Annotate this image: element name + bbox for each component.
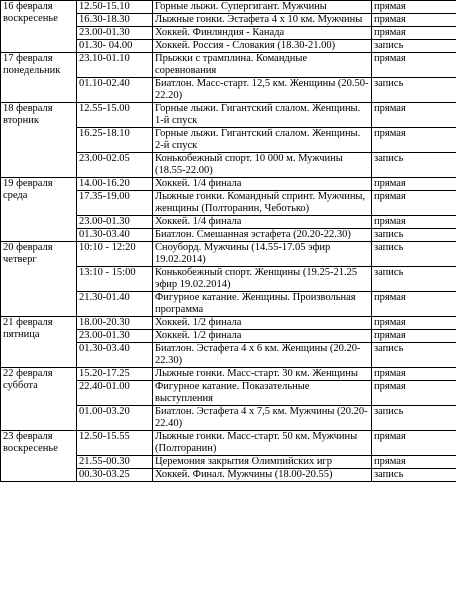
time-cell: 10:10 - 12:20 bbox=[77, 242, 153, 267]
time-cell: 12.50-15.55 bbox=[77, 431, 153, 456]
broadcast-type-cell: запись bbox=[372, 343, 456, 368]
event-cell: Биатлон. Масс-старт. 12,5 км. Женщины (20.50-22.20) bbox=[153, 78, 372, 103]
broadcast-type-cell: прямая bbox=[372, 14, 456, 27]
table-row bbox=[1, 53, 456, 78]
time-cell: 01.30- 04.00 bbox=[77, 40, 153, 53]
broadcast-type-cell: прямая bbox=[372, 178, 456, 191]
broadcast-type-cell: прямая bbox=[372, 330, 456, 343]
event-cell: Лыжные гонки. Масс-старт. 30 км. Женщины bbox=[153, 368, 372, 381]
event-cell: Биатлон. Эстафета 4 х 6 км. Женщины (20.20-22.30) bbox=[153, 343, 372, 368]
broadcast-type-cell: запись bbox=[372, 469, 456, 482]
time-cell: 23.00-01.30 bbox=[77, 330, 153, 343]
broadcast-type-cell: прямая bbox=[372, 216, 456, 229]
time-cell: 21.55-00.30 bbox=[77, 456, 153, 469]
day-date-cell: 19 февраля среда bbox=[1, 178, 77, 242]
event-cell: Церемония закрытия Олимпийских игр bbox=[153, 456, 372, 469]
event-cell: Хоккей. 1/4 финала bbox=[153, 178, 372, 191]
table-row bbox=[1, 242, 456, 267]
time-cell: 23.00-01.30 bbox=[77, 216, 153, 229]
time-cell: 12.55-15.00 bbox=[77, 103, 153, 128]
broadcast-type-cell: прямая bbox=[372, 368, 456, 381]
day-date-cell: 21 февраля пятница bbox=[1, 317, 77, 368]
day-date-cell: 18 февраля вторник bbox=[1, 103, 77, 178]
event-cell: Хоккей. 1/2 финала bbox=[153, 330, 372, 343]
table-row bbox=[1, 103, 456, 128]
event-cell: Сноуборд. Мужчины (14.55-17.05 эфир 19.02.2014) bbox=[153, 242, 372, 267]
broadcast-type-cell: прямая bbox=[372, 381, 456, 406]
event-cell: Хоккей. Финал. Мужчины (18.00-20.55) bbox=[153, 469, 372, 482]
time-cell: 16.25-18.10 bbox=[77, 128, 153, 153]
broadcast-type-cell: прямая bbox=[372, 431, 456, 456]
time-cell: 22.40-01.00 bbox=[77, 381, 153, 406]
broadcast-type-cell: прямая bbox=[372, 1, 456, 14]
broadcast-type-cell: прямая bbox=[372, 317, 456, 330]
event-cell: Лыжные гонки. Масс-старт. 50 км. Мужчины (Полторанин) bbox=[153, 431, 372, 456]
time-cell: 23.00-02.05 bbox=[77, 153, 153, 178]
event-cell: Лыжные гонки. Эстафета 4 х 10 км. Мужчины bbox=[153, 14, 372, 27]
event-cell: Биатлон. Эстафета 4 х 7,5 км. Мужчины (20.20-22.40) bbox=[153, 406, 372, 431]
time-cell: 01.00-03.20 bbox=[77, 406, 153, 431]
time-cell: 23.10-01.10 bbox=[77, 53, 153, 78]
table-row bbox=[1, 368, 456, 381]
table-row bbox=[1, 431, 456, 456]
day-date-cell: 22 февраля суббота bbox=[1, 368, 77, 431]
event-cell: Горные лыжи. Гигантский слалом. Женщины. 1-й спуск bbox=[153, 103, 372, 128]
event-cell: Хоккей. 1/4 финала bbox=[153, 216, 372, 229]
event-cell: Хоккей. 1/2 финала bbox=[153, 317, 372, 330]
broadcast-type-cell: запись bbox=[372, 153, 456, 178]
day-date-cell: 17 февраля понедельник bbox=[1, 53, 77, 103]
time-cell: 21.30-01.40 bbox=[77, 292, 153, 317]
event-cell: Хоккей. Россия - Словакия (18.30-21.00) bbox=[153, 40, 372, 53]
broadcast-type-cell: прямая bbox=[372, 292, 456, 317]
time-cell: 14.00-16.20 bbox=[77, 178, 153, 191]
day-date-cell: 23 февраля воскресенье bbox=[1, 431, 77, 482]
broadcast-type-cell: запись bbox=[372, 406, 456, 431]
broadcast-type-cell: прямая bbox=[372, 191, 456, 216]
event-cell: Прыжки с трамплина. Командные соревнования bbox=[153, 53, 372, 78]
time-cell: 23.00-01.30 bbox=[77, 27, 153, 40]
broadcast-type-cell: запись bbox=[372, 229, 456, 242]
day-date-cell: 16 февраля воскресенье bbox=[1, 1, 77, 53]
broadcast-type-cell: запись bbox=[372, 78, 456, 103]
table-row bbox=[1, 317, 456, 330]
event-cell: Конькобежный спорт. 10 000 м. Мужчины (18.55-22.00) bbox=[153, 153, 372, 178]
time-cell: 18.00-20.30 bbox=[77, 317, 153, 330]
event-cell: Фигурное катание. Показательные выступления bbox=[153, 381, 372, 406]
time-cell: 17.35-19.00 bbox=[77, 191, 153, 216]
event-cell: Хоккей. Финляндия - Канада bbox=[153, 27, 372, 40]
broadcast-type-cell: запись bbox=[372, 267, 456, 292]
broadcast-type-cell: прямая bbox=[372, 53, 456, 78]
broadcast-type-cell: прямая bbox=[372, 27, 456, 40]
time-cell: 01.30-03.40 bbox=[77, 343, 153, 368]
time-cell: 15.20-17.25 bbox=[77, 368, 153, 381]
broadcast-type-cell: запись bbox=[372, 242, 456, 267]
event-cell: Конькобежный спорт. Женщины (19.25-21.25 эфир 19.02.2014) bbox=[153, 267, 372, 292]
day-date-cell: 20 февраля четверг bbox=[1, 242, 77, 317]
time-cell: 01.30-03.40 bbox=[77, 229, 153, 242]
event-cell: Фигурное катание. Женщины. Произвольная программа bbox=[153, 292, 372, 317]
table-row bbox=[1, 1, 456, 14]
event-cell: Биатлон. Смешанная эстафета (20.20-22.30) bbox=[153, 229, 372, 242]
time-cell: 00.30-03.25 bbox=[77, 469, 153, 482]
time-cell: 16.30-18.30 bbox=[77, 14, 153, 27]
broadcast-type-cell: прямая bbox=[372, 103, 456, 128]
schedule-body bbox=[1, 1, 456, 482]
time-cell: 12.50-15.10 bbox=[77, 1, 153, 14]
event-cell: Горные лыжи. Гигантский слалом. Женщины. 2-й спуск bbox=[153, 128, 372, 153]
broadcast-type-cell: запись bbox=[372, 40, 456, 53]
broadcast-type-cell: прямая bbox=[372, 128, 456, 153]
event-cell: Горные лыжи. Супергигант. Мужчины bbox=[153, 1, 372, 14]
event-cell: Лыжные гонки. Командный спринт. Мужчины, женщины (Полторанин, Чеботько) bbox=[153, 191, 372, 216]
time-cell: 13:10 - 15:00 bbox=[77, 267, 153, 292]
table-row bbox=[1, 178, 456, 191]
broadcast-type-cell: прямая bbox=[372, 456, 456, 469]
time-cell: 01.10-02.40 bbox=[77, 78, 153, 103]
